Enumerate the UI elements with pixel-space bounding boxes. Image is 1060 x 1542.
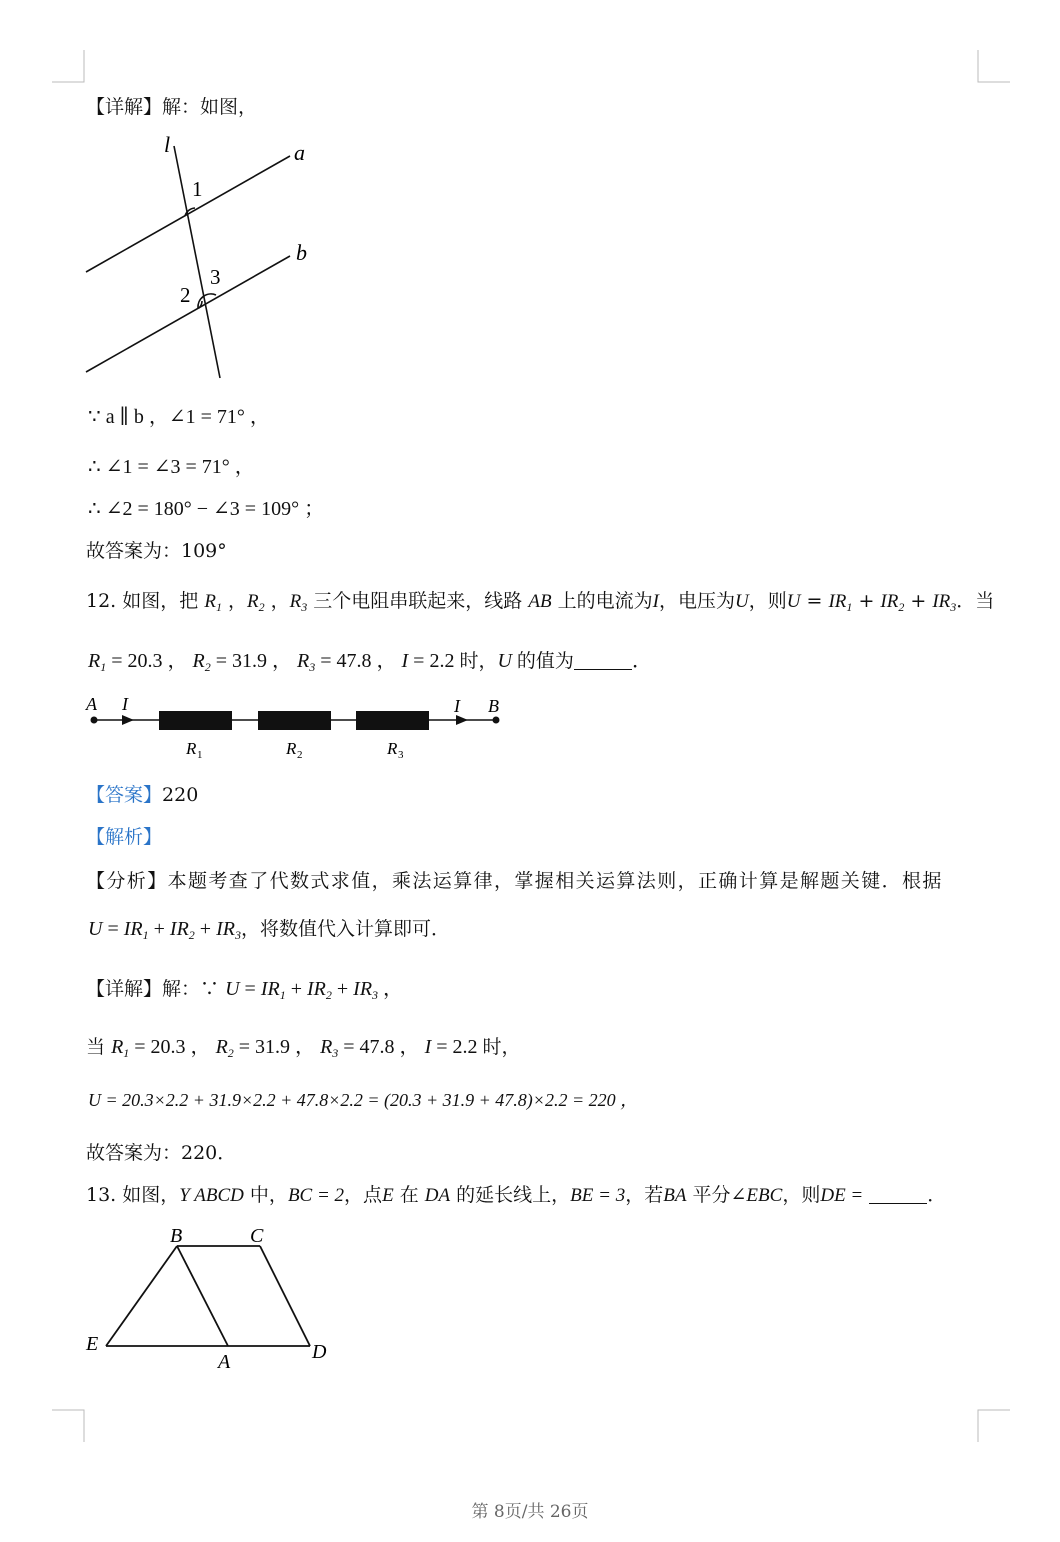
resistor-r1 (159, 711, 232, 730)
analysis12-label: 【解析】 (86, 826, 163, 848)
analysis12-value-r3: = 47.8 ， (343, 1036, 420, 1058)
detail-label: 【详解】 (86, 96, 163, 118)
analysis12-fx-label: 【分析】 (86, 870, 168, 892)
q13-answer-blank (869, 1185, 927, 1204)
q13-de: DE = (820, 1185, 864, 1206)
analysis12-fx-line (86, 866, 943, 893)
analysis12-value-r2: = 31.9 ， (238, 1036, 316, 1058)
q13-text-8: ，则 (782, 1184, 821, 1206)
label-I-left: I (122, 694, 128, 714)
q12-value-r1: = 20.3 ， (111, 650, 188, 672)
label-b: b (296, 240, 307, 265)
q13-text-1: 如图， (122, 1184, 180, 1206)
current-arrow-right (456, 715, 468, 725)
q12-number: 12. (86, 590, 117, 612)
point-b-dot (493, 717, 500, 724)
q13-end: ． (927, 1184, 947, 1206)
answer12-line (86, 780, 198, 807)
sol11-line1: ∵ a ∥ b ，∠1 = 71° ， (88, 406, 270, 428)
line-a (86, 156, 290, 272)
parallelogram-figure (80, 1220, 350, 1380)
label-3: 3 (210, 265, 221, 289)
label-B: B (488, 696, 499, 716)
label-B13: B (170, 1225, 183, 1247)
circuit-figure (80, 690, 520, 764)
label-R1-sub: 1 (197, 749, 203, 761)
q12-text-5: ，则 (748, 590, 787, 612)
detail-line (86, 92, 257, 119)
analysis12-value-i: = 2.2 (436, 1036, 478, 1058)
sol11-final: 故答案为：109° (86, 540, 227, 562)
analysis12-fx-text: 本题考查了代数式求值，乘法运算律，掌握相关运算法则，正确计算是解题关键．根据 (167, 870, 943, 892)
label-A: A (86, 694, 97, 714)
q12-text-4: ，电压为 (658, 590, 735, 612)
q13-text-2: 中， (249, 1184, 288, 1206)
sol11-line3: ∴ ∠2 = 180° − ∠3 = 109° ； (88, 498, 325, 520)
q12-answer-blank (574, 651, 632, 670)
line-b (86, 256, 290, 372)
analysis12-detail-text: 解：∵ (162, 978, 220, 1000)
q12-value-r2: = 31.9 ， (215, 650, 292, 672)
analysis12-when-line: 当 $R_1 = 20.3$ ， $R_2 = 31.9$ ， $R_3 = 47.8$ ， I = 2.2 时， (86, 1036, 521, 1060)
analysis12-detail-label: 【详解】 (86, 978, 163, 1000)
corner-mark-br (978, 1410, 1010, 1442)
q13-text-5: 的延长线上， (456, 1184, 571, 1206)
sol11-line2: ∴ ∠1 = ∠3 = 71° ， (88, 456, 255, 478)
analysis12-value-r1: = 20.3 ， (134, 1036, 211, 1058)
q13-angle: ∠EBC (730, 1185, 783, 1206)
q12-text-6: ．当 (956, 590, 995, 612)
label-R1: R (186, 739, 197, 758)
parallel-lines-figure (80, 132, 340, 382)
corner-mark-tr (978, 50, 1010, 82)
q12-text-7: 时， (459, 650, 498, 672)
label-2: 2 (180, 283, 191, 307)
q13-line (86, 1180, 946, 1207)
q12-text-3: 上的电流为 (557, 590, 653, 612)
q13-text-7: 平分 (692, 1184, 731, 1206)
q13-e: E (382, 1185, 394, 1206)
analysis12-detail-line: 【详解】解：∵ $U = IR_1 + IR_2 + IR_3$ ， (86, 978, 404, 1002)
q13-text-4: 在 (399, 1184, 419, 1206)
answer12-label: 【答案】 (86, 784, 163, 806)
q13-number: 13. (86, 1184, 117, 1206)
q12-text-1: 如图，把 (122, 590, 199, 612)
page-footer: 第 8页/共 26页 (471, 1502, 589, 1522)
q12-end: ． (631, 650, 652, 672)
q13-text-6: ，若 (625, 1184, 664, 1206)
q13-bc: BC = 2 (287, 1185, 345, 1206)
label-D13: D (312, 1341, 327, 1363)
label-R3-sub: 3 (398, 749, 404, 761)
q12-value-r3: = 47.8 ， (320, 650, 397, 672)
q12-value-i: = 2.2 (413, 650, 455, 672)
q13-text-3: ，点 (344, 1184, 383, 1206)
label-A13: A (218, 1351, 231, 1373)
resistor-r3 (356, 711, 429, 730)
analysis12-calc: U = 20.3×2.2 + 31.9×2.2 + 47.8×2.2 = (20.3 + 31.9 + 47.8)×2.2 = 220 ， (88, 1090, 639, 1110)
q13-da: DA (424, 1185, 451, 1206)
q13-be: BE = 3 (570, 1185, 626, 1206)
q13-ba: BA (663, 1185, 687, 1206)
label-l: l (164, 132, 171, 157)
analysis12-when: 当 (86, 1036, 106, 1058)
label-C13: C (250, 1225, 264, 1247)
q12-line1: 12. 如图，把 $R_1$ ，$R_2$ ，$R_3$ 三个电阻串联起来，线路 AB 上的电流为I，电压为U，则$U = IR_1 + IR_2 + IR_3$．当 (86, 590, 995, 614)
label-R2: R (286, 739, 297, 758)
analysis12-when-end: 时， (482, 1036, 521, 1058)
corner-mark-tl (52, 50, 84, 82)
q12-line2: $R_1 = 20.3$ ， $R_2 = 31.9$ ， $R_3 = 47.8$ ， I = 2.2 时，U 的值为 ． (88, 650, 652, 674)
analysis12-fx-line2: $U = IR_1 + IR_2 + IR_3$，将数值代入计算即可． (88, 918, 450, 942)
label-E13: E (86, 1333, 99, 1355)
detail-text: 解：如图， (162, 96, 258, 118)
q12-text-2: 三个电阻串联起来，线路 (313, 590, 523, 612)
label-R3: R (387, 739, 398, 758)
answer12-value: 220 (162, 784, 199, 806)
segment-ba (177, 1246, 228, 1346)
label-I-right: I (454, 696, 460, 716)
q13-parallelogram: Y ABCD (179, 1185, 244, 1206)
q12-text-8: 的值为 (516, 650, 574, 672)
current-arrow-left (122, 715, 134, 725)
analysis12-fx-text2: ，将数值代入计算即可． (240, 918, 450, 940)
label-1: 1 (192, 177, 203, 201)
segment-eb (106, 1246, 177, 1346)
label-a: a (294, 140, 305, 165)
analysis12-final: 故答案为：220． (86, 1142, 237, 1164)
segment-cd (260, 1246, 310, 1346)
label-R2-sub: 2 (297, 749, 303, 761)
point-a-dot (91, 717, 98, 724)
corner-mark-bl (52, 1410, 84, 1442)
resistor-r2 (258, 711, 331, 730)
